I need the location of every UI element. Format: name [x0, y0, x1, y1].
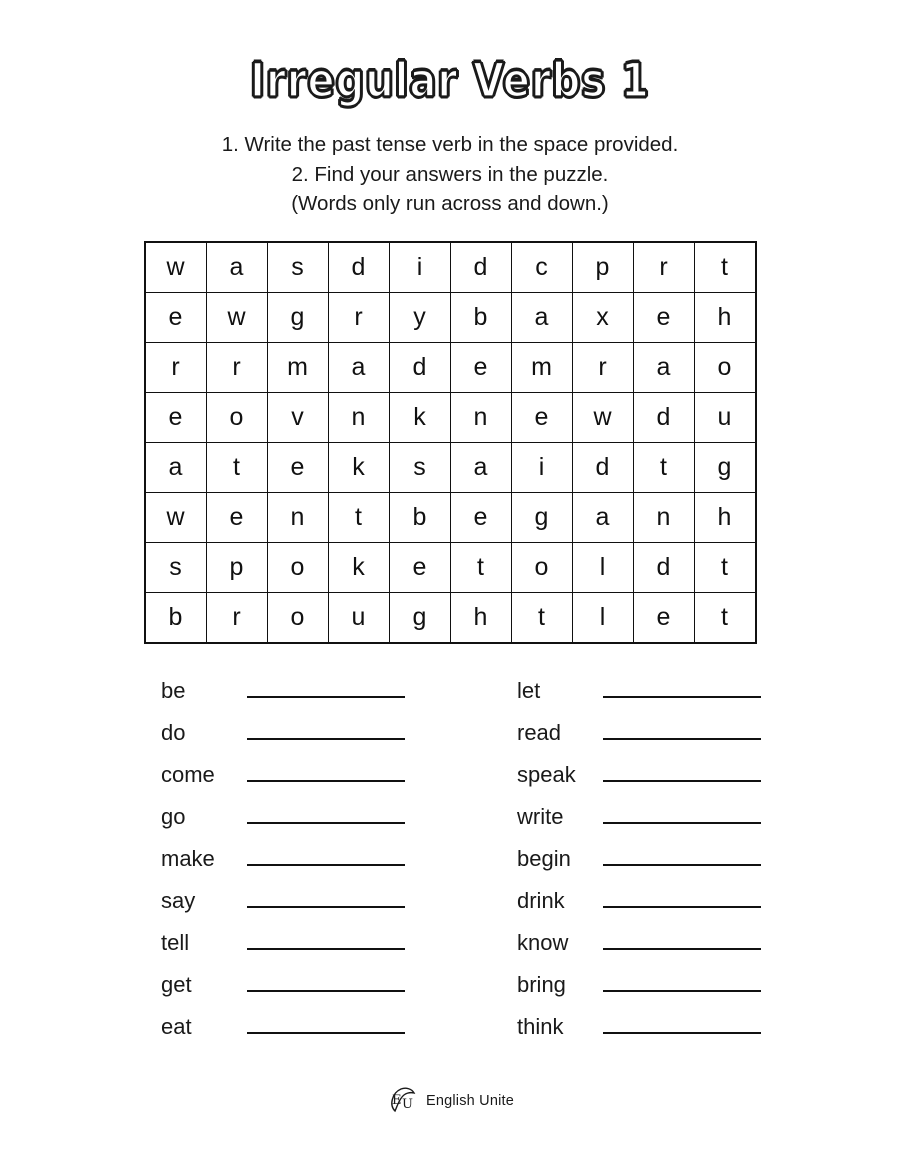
answer-blank[interactable]: [603, 721, 761, 740]
instruction-line-3: (Words only run across and down.): [291, 192, 609, 216]
grid-cell[interactable]: h: [450, 593, 511, 644]
grid-cell[interactable]: e: [633, 593, 694, 644]
verb-label: let: [517, 678, 541, 704]
grid-cell[interactable]: p: [206, 543, 267, 593]
grid-cell[interactable]: g: [389, 593, 450, 644]
grid-row: [145, 493, 756, 543]
instruction-line-2: 2. Find your answers in the puzzle.: [291, 162, 609, 186]
verb-list-right: [517, 678, 761, 1056]
grid-row: [145, 543, 756, 593]
grid-cell[interactable]: e: [267, 443, 328, 493]
grid-cell[interactable]: a: [450, 443, 511, 493]
grid-cell[interactable]: t: [328, 493, 389, 543]
grid-cell[interactable]: o: [267, 593, 328, 644]
verb-row: [161, 1014, 405, 1056]
grid-cell[interactable]: u: [694, 393, 756, 443]
verb-lists: [0, 678, 900, 1056]
grid-cell[interactable]: v: [267, 393, 328, 443]
verb-label: tell: [161, 930, 190, 956]
answer-blank[interactable]: [247, 1015, 405, 1034]
grid-cell[interactable]: e: [206, 493, 267, 543]
answer-blank[interactable]: [603, 679, 761, 698]
grid-cell[interactable]: w: [145, 493, 207, 543]
answer-blank[interactable]: [603, 931, 761, 950]
grid-cell[interactable]: e: [389, 543, 450, 593]
grid-cell[interactable]: b: [145, 593, 207, 644]
grid-cell[interactable]: g: [694, 443, 756, 493]
answer-blank[interactable]: [247, 805, 405, 824]
grid-cell[interactable]: t: [206, 443, 267, 493]
brand-name: English Unite: [425, 1093, 515, 1109]
grid-cell[interactable]: a: [511, 293, 572, 343]
title-block: [0, 53, 900, 109]
grid-row: [145, 593, 756, 644]
grid-cell[interactable]: t: [633, 443, 694, 493]
grid-cell[interactable]: w: [206, 293, 267, 343]
svg-text:U: U: [401, 1097, 413, 1112]
grid-cell[interactable]: k: [389, 393, 450, 443]
grid-cell[interactable]: w: [145, 242, 207, 293]
verb-label: write: [517, 804, 564, 830]
grid-cell[interactable]: i: [389, 242, 450, 293]
grid-cell[interactable]: l: [572, 543, 633, 593]
grid-row: [145, 443, 756, 493]
verb-label: think: [517, 1014, 564, 1040]
grid-cell[interactable]: o: [694, 343, 756, 393]
answer-blank[interactable]: [603, 1015, 761, 1034]
english-unite-logo-icon: [386, 1084, 420, 1118]
grid-cell[interactable]: s: [145, 543, 207, 593]
verb-row: [161, 678, 405, 720]
grid-cell[interactable]: n: [633, 493, 694, 543]
grid-cell[interactable]: a: [572, 493, 633, 543]
footer-branding: [0, 1084, 900, 1118]
grid-cell[interactable]: e: [633, 293, 694, 343]
verb-row: [517, 804, 761, 846]
verb-row: [161, 804, 405, 846]
verb-row: [161, 972, 405, 1014]
word-search-grid-wrapper: [0, 241, 900, 644]
grid-cell[interactable]: a: [328, 343, 389, 393]
answer-blank[interactable]: [603, 889, 761, 908]
grid-cell[interactable]: e: [450, 343, 511, 393]
verb-row: [517, 888, 761, 930]
grid-cell[interactable]: h: [694, 493, 756, 543]
grid-cell[interactable]: k: [328, 543, 389, 593]
grid-cell[interactable]: h: [694, 293, 756, 343]
grid-cell[interactable]: n: [450, 393, 511, 443]
answer-blank[interactable]: [247, 721, 405, 740]
verb-label: begin: [517, 846, 571, 872]
grid-cell[interactable]: r: [572, 343, 633, 393]
grid-cell[interactable]: t: [694, 242, 756, 293]
grid-cell[interactable]: d: [450, 242, 511, 293]
verb-label: come: [161, 762, 215, 788]
verb-label: read: [517, 720, 562, 746]
answer-blank[interactable]: [247, 847, 405, 866]
verb-label: eat: [161, 1014, 192, 1040]
grid-cell[interactable]: t: [694, 543, 756, 593]
grid-cell[interactable]: d: [572, 443, 633, 493]
answer-blank[interactable]: [247, 889, 405, 908]
grid-cell[interactable]: u: [328, 593, 389, 644]
verb-row: [161, 930, 405, 972]
verb-row: [517, 678, 761, 720]
grid-cell[interactable]: a: [145, 443, 207, 493]
answer-blank[interactable]: [603, 763, 761, 782]
grid-cell[interactable]: d: [389, 343, 450, 393]
grid-cell[interactable]: s: [267, 242, 328, 293]
grid-cell[interactable]: l: [572, 593, 633, 644]
verb-label: go: [161, 804, 186, 830]
answer-blank[interactable]: [603, 805, 761, 824]
grid-row: [145, 343, 756, 393]
grid-cell[interactable]: s: [389, 443, 450, 493]
page-title: Irregular Verbs 1: [250, 53, 650, 109]
verb-row: [161, 720, 405, 762]
verb-row: [161, 762, 405, 804]
answer-blank[interactable]: [247, 973, 405, 992]
grid-cell[interactable]: n: [267, 493, 328, 543]
grid-cell[interactable]: r: [145, 343, 207, 393]
grid-cell[interactable]: o: [511, 543, 572, 593]
grid-cell[interactable]: o: [206, 393, 267, 443]
grid-cell[interactable]: p: [572, 242, 633, 293]
grid-cell[interactable]: i: [511, 443, 572, 493]
verb-row: [517, 846, 761, 888]
grid-row: [145, 242, 756, 293]
answer-blank[interactable]: [603, 847, 761, 866]
grid-cell[interactable]: m: [511, 343, 572, 393]
grid-cell[interactable]: k: [328, 443, 389, 493]
grid-cell[interactable]: e: [145, 393, 207, 443]
verb-label: drink: [517, 888, 565, 914]
answer-blank[interactable]: [247, 679, 405, 698]
verb-row: [517, 762, 761, 804]
instructions: [0, 130, 900, 219]
grid-cell[interactable]: a: [633, 343, 694, 393]
grid-cell[interactable]: r: [206, 343, 267, 393]
grid-cell[interactable]: r: [206, 593, 267, 644]
verb-row: [517, 720, 761, 762]
grid-cell[interactable]: d: [328, 242, 389, 293]
instruction-line-1: 1. Write the past tense verb in the space provided.: [221, 133, 679, 156]
answer-blank[interactable]: [603, 973, 761, 992]
verb-label: be: [161, 678, 186, 704]
verb-label: speak: [517, 762, 576, 788]
grid-cell[interactable]: g: [511, 493, 572, 543]
grid-cell[interactable]: y: [389, 293, 450, 343]
grid-cell[interactable]: x: [572, 293, 633, 343]
grid-cell[interactable]: m: [267, 343, 328, 393]
grid-cell[interactable]: d: [633, 393, 694, 443]
verb-row: [517, 930, 761, 972]
grid-cell[interactable]: t: [694, 593, 756, 644]
grid-cell[interactable]: b: [389, 493, 450, 543]
answer-blank[interactable]: [247, 763, 405, 782]
grid-cell[interactable]: n: [328, 393, 389, 443]
verb-row: [161, 888, 405, 930]
verb-label: make: [161, 846, 215, 872]
grid-cell[interactable]: e: [145, 293, 207, 343]
verb-list-left: [161, 678, 405, 1056]
grid-cell[interactable]: e: [450, 493, 511, 543]
verb-row: [161, 846, 405, 888]
verb-label: bring: [517, 972, 566, 998]
verb-label: do: [161, 720, 186, 746]
grid-cell[interactable]: e: [511, 393, 572, 443]
grid-cell[interactable]: d: [633, 543, 694, 593]
svg-text:E: E: [391, 1093, 402, 1108]
grid-cell[interactable]: t: [511, 593, 572, 644]
grid-row: [145, 393, 756, 443]
verb-row: [517, 1014, 761, 1056]
grid-cell[interactable]: b: [450, 293, 511, 343]
grid-cell[interactable]: o: [267, 543, 328, 593]
verb-label: get: [161, 972, 192, 998]
grid-cell[interactable]: a: [206, 242, 267, 293]
grid-cell[interactable]: r: [328, 293, 389, 343]
word-search-grid: [144, 241, 757, 644]
grid-cell[interactable]: r: [633, 242, 694, 293]
verb-label: know: [517, 930, 569, 956]
verb-label: say: [161, 888, 196, 914]
grid-cell[interactable]: c: [511, 242, 572, 293]
grid-cell[interactable]: g: [267, 293, 328, 343]
grid-row: [145, 293, 756, 343]
grid-cell[interactable]: t: [450, 543, 511, 593]
verb-row: [517, 972, 761, 1014]
answer-blank[interactable]: [247, 931, 405, 950]
grid-cell[interactable]: w: [572, 393, 633, 443]
